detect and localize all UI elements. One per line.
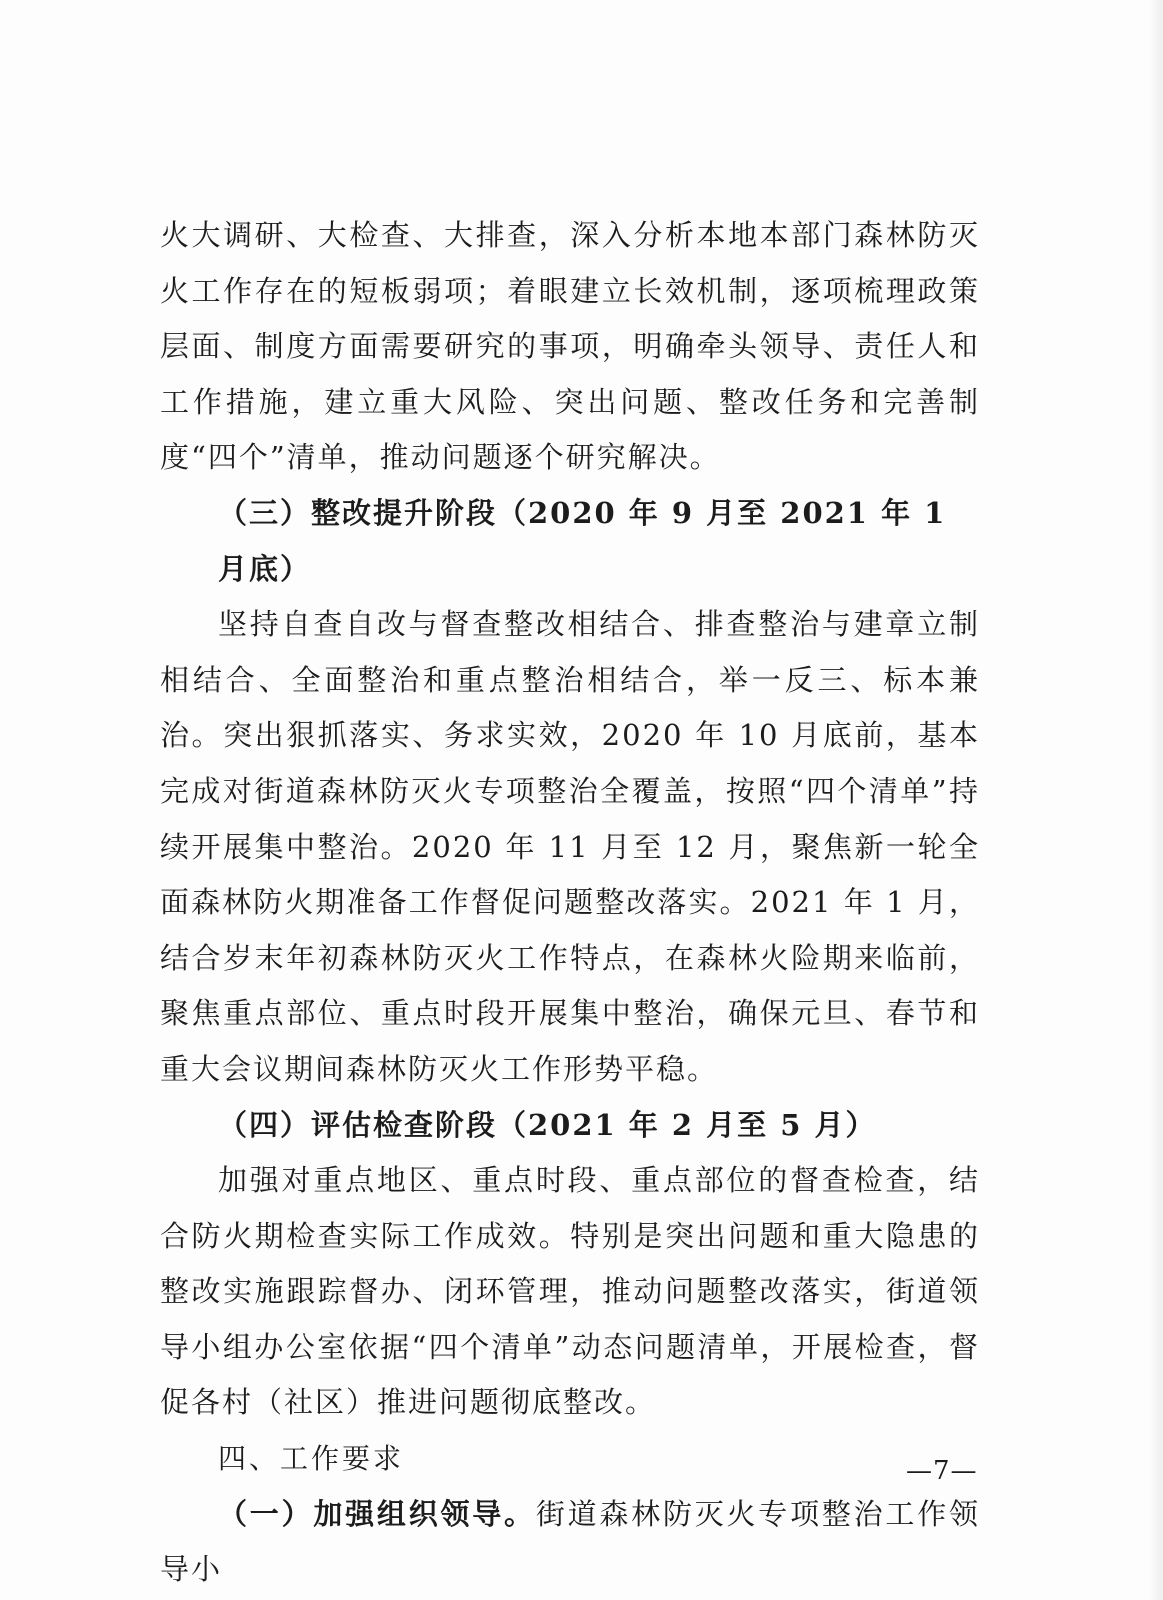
paragraph-evaluation: 加强对重点地区、重点时段、重点部位的督查检查，结合防火期检查实际工作成效。特别是突出问题和重大隐患的整改实施跟踪督办、闭环管理，推动问题整改落实，街道领导小组办公室依据“四个清单”动态问题清单，开展检查，督促各村（社区）推进问题彻底整改。: [160, 1163, 980, 1420]
leadership-text: 街道森林防灭火专项整治工作领导小: [160, 1496, 980, 1587]
paragraph-research: 火大调研、大检查、大排查，深入分析本地本部门森林防灭火工作存在的短板弱项；着眼建立长效机制，逐项梳理政策层面、制度方面需要研究的事项，明确牵头领导、责任人和工作措施，建立重大风险、突出问题、整改任务和完善制度“四个”清单，推动问题逐个研究解决。: [160, 218, 980, 475]
lead-phrase-leadership: （一）加强组织领导。: [218, 1496, 536, 1531]
paragraph-rectification: 坚持自查自改与督查整改相结合、排查整治与建章立制相结合、全面整治和重点整治相结合，举一反三、标本兼治。突出狠抓落实、务求实效，2020 年 10 月底前，基本完成对街道森林防灭火专项整治全覆盖，按照“四个清单”持续开展集中整治。2020 年 11 月至 12 月，聚焦新一轮全面森林防火期准备工作督促问题整改落实。2021 年 1 月，结合岁末年初森林防灭火工作特点，在森林火险期来临前，聚焦重点部位、重点时段开展集中整治，确保元旦、春节和重大会议期间森林防灭火工作形势平稳。: [160, 607, 980, 1086]
scan-edge-shadow: [1149, 0, 1163, 1600]
paragraph-leadership: [160, 1487, 980, 1598]
heading-rectification-stage: （三）整改提升阶段（2020 年 9 月至 2021 年 1 月底）: [218, 495, 947, 586]
heading-evaluation-stage: （四）评估检查阶段（2021 年 2 月至 5 月）: [218, 1107, 877, 1142]
page-number: —7—: [906, 1456, 978, 1486]
heading-work-requirements: 四、工作要求: [218, 1442, 405, 1476]
document-body: [160, 208, 980, 1598]
